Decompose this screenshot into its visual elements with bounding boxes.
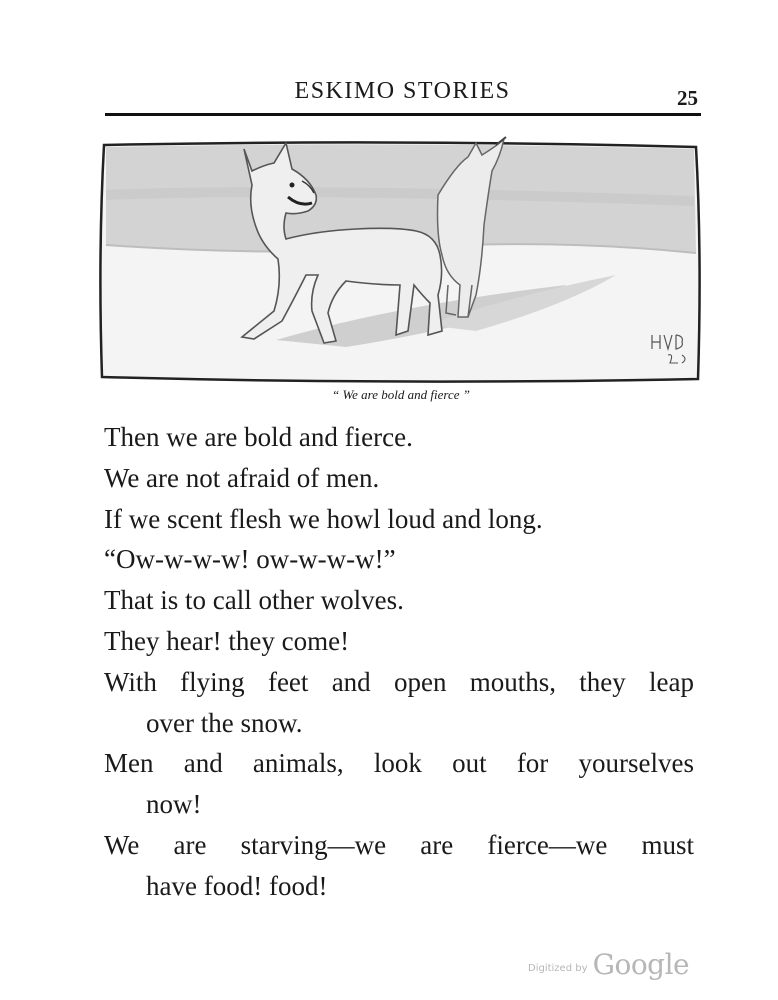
text-line: Then we are bold and fierce.: [104, 422, 413, 452]
text-line: We are starving—we are fierce—we must: [104, 829, 694, 860]
text-line: over the snow.: [146, 707, 303, 738]
digitized-watermark: [528, 948, 689, 981]
text-line: With flying feet and open mouths, they leap: [104, 666, 694, 697]
text-line: If we scent flesh we howl loud and long.: [104, 503, 543, 534]
text-line: have food! food!: [146, 870, 328, 901]
wolves-drawing: [96, 135, 706, 387]
watermark-brand: Google: [592, 948, 690, 981]
text-line: We are not afraid of men.: [104, 462, 380, 493]
text-line: That is to call other wolves.: [104, 585, 404, 616]
header-rule: [105, 113, 701, 116]
page-number: 25: [677, 86, 698, 110]
story-text: [104, 417, 704, 907]
running-title: ESKIMO STORIES: [294, 78, 511, 104]
text-line: Men and animals, look out for yourselves: [104, 748, 694, 779]
illustration-caption: “ We are bold and fierce ”: [332, 387, 470, 402]
wolves-illustration: [96, 135, 706, 387]
watermark-prefix: Digitized by: [528, 963, 588, 974]
text-line: now!: [146, 789, 202, 820]
text-line: “Ow-w-w-w! ow-w-w-w!”: [104, 544, 396, 575]
text-line: They hear! they come!: [104, 625, 350, 656]
running-head: [105, 78, 700, 112]
